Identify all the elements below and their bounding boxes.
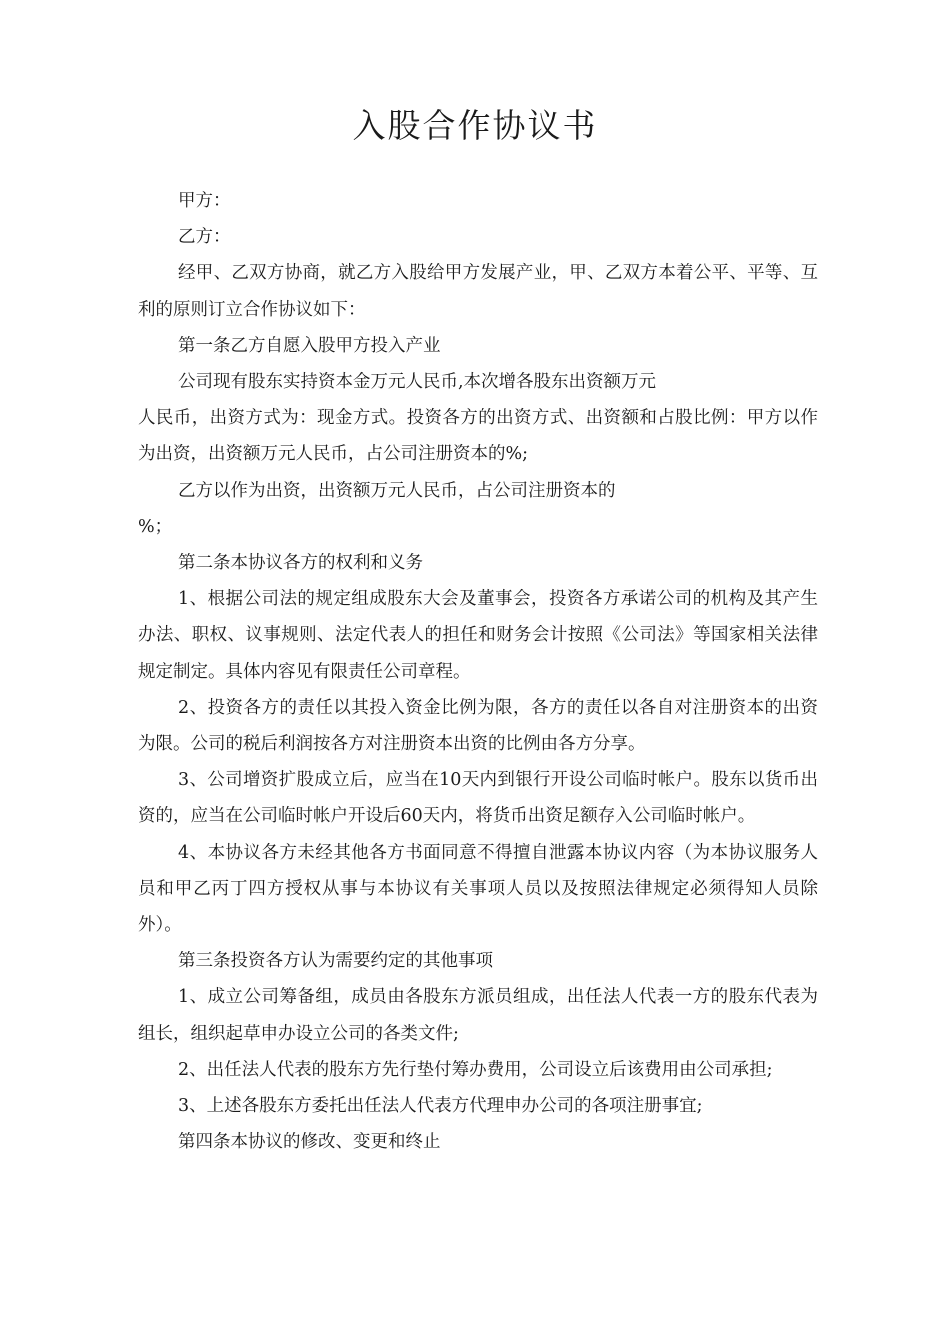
article-4-heading: 第四条本协议的修改、变更和终止 xyxy=(178,1132,441,1153)
document-title: 入股合作协议书 xyxy=(352,106,598,145)
paragraph-party-b: 乙方： xyxy=(178,227,231,248)
article-3-heading: 第三条投资各方认为需要约定的其他事项 xyxy=(178,951,493,972)
paragraph-capital-continued: 人民币，出资方式为：现金方式。投资各方的出资方式、出资额和占股比例：甲方以作为出资，出资额万元人民币，占公司注册资本的%; xyxy=(138,408,818,465)
article-2-item-4: 4、本协议各方未经其他各方书面同意不得擅自泄露本协议内容（为本协议服务人员和甲乙丙丁四方授权从事与本协议有关事项人员以及按照法律规定必须得知人员除外）。 xyxy=(138,842,818,936)
article-3-item-3: 3、上述各股东方委托出任法人代表方代理申办公司的各项注册事宜; xyxy=(178,1096,703,1117)
paragraph-percent-line: %； xyxy=(138,516,173,537)
paragraph-preamble: 经甲、乙双方协商，就乙方入股给甲方发展产业，甲、乙双方本着公平、平等、互利的原则订立合作协议如下： xyxy=(138,263,818,320)
article-3-item-1: 1、成立公司筹备组，成员由各股东方派员组成，出任法人代表一方的股东代表为组长，组织起草申办设立公司的各类文件; xyxy=(138,987,818,1044)
paragraph-capital-line: 公司现有股东实持资本金万元人民币,本次增各股东出资额万元 xyxy=(178,372,657,393)
article-2-item-1: 1、根据公司法的规定组成股东大会及董事会，投资各方承诺公司的机构及其产生办法、职权、议事规则、法定代表人的担任和财务会计按照《公司法》等国家相关法律规定制定。具体内容见有限责任公司章程。 xyxy=(138,589,818,682)
article-1-heading: 第一条乙方自愿入股甲方投入产业 xyxy=(178,335,441,356)
article-2-item-2: 2、投资各方的责任以其投入资金比例为限，各方的责任以各自对注册资本的出资为限。公司的税后利润按各方对注册资本出资的比例由各方分享。 xyxy=(138,697,818,755)
document-body xyxy=(138,183,818,1160)
paragraph-party-a: 甲方： xyxy=(178,191,231,211)
paragraph-party-b-contribution: 乙方以作为出资，出资额万元人民币，占公司注册资本的 xyxy=(178,480,616,501)
article-2-item-3: 3、公司增资扩股成立后，应当在10天内到银行开设公司临时帐户。股东以货币出资的，应当在公司临时帐户开设后60天内，将货币出资足额存入公司临时帐户。 xyxy=(138,770,818,827)
article-2-heading: 第二条本协议各方的权利和义务 xyxy=(178,553,423,574)
article-3-item-2: 2、出任法人代表的股东方先行垫付筹办费用，公司设立后该费用由公司承担; xyxy=(178,1059,773,1080)
